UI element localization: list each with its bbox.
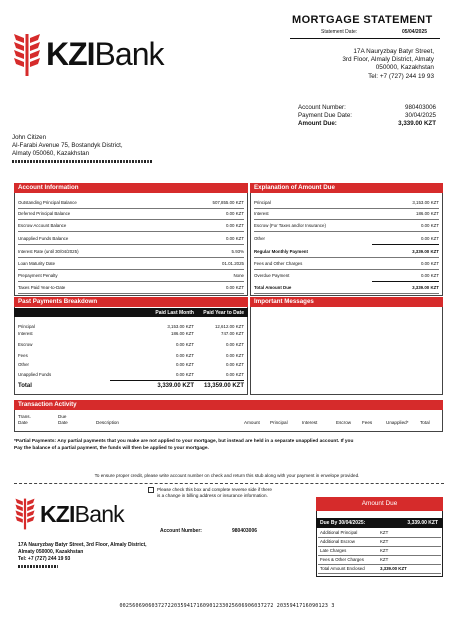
stub-amount-value: KZT xyxy=(380,557,389,562)
row-divider xyxy=(254,219,439,220)
customer-block xyxy=(12,134,123,157)
explanation-value: 3,339.00 KZT xyxy=(412,249,439,254)
customer-address-2: Almaty 050060, Kazakhstan xyxy=(12,149,90,157)
past-payment-ytd: 12,612.00 KZT xyxy=(214,324,244,329)
logo-bank: Bank xyxy=(94,36,164,72)
stub-amount-label: Total Amount Enclosed xyxy=(320,566,365,571)
row-divider xyxy=(18,293,244,294)
past-payment-label: Fees xyxy=(18,353,28,358)
row-divider xyxy=(318,546,441,547)
wheat-ear-icon xyxy=(14,497,36,531)
explanation-label: Fees and Other Charges xyxy=(254,261,303,266)
amount-due-box-header: Amount Due xyxy=(316,497,443,511)
past-payment-label: Interest xyxy=(18,331,33,336)
row-divider xyxy=(18,231,244,232)
past-payment-last: 186.00 KZT xyxy=(171,331,194,336)
past-payment-last: 0.00 KZT xyxy=(175,353,194,358)
explanation-label: Escrow (For Taxes and/or Insurance) xyxy=(254,223,326,228)
account-info-value: 5.93% xyxy=(231,249,244,254)
amount-due-label: Amount Due: xyxy=(298,119,337,127)
payment-due-date: 30/04/2025 xyxy=(405,111,436,119)
stub-bank-logo: KZIBank xyxy=(40,501,124,527)
logo-kzi: KZI xyxy=(46,36,95,72)
row-divider xyxy=(318,537,441,538)
explanation-value: 0.00 KZT xyxy=(420,223,439,228)
past-payments-header: Past Payments Breakdown xyxy=(14,297,248,307)
account-info-value: 0.00 KZT xyxy=(225,236,244,241)
past-payment-last: 0.00 KZT xyxy=(175,342,194,347)
due-by-label: Due By 30/04/2025: xyxy=(320,520,366,526)
row-divider xyxy=(254,257,439,258)
past-payment-last: 0.00 KZT xyxy=(175,372,194,377)
stub-instruction: To ensure proper credit, please write account number on check and return this stub along with your payment in envelope provided. xyxy=(94,473,360,478)
row-divider xyxy=(318,555,441,556)
wheat-ear-icon xyxy=(12,32,42,78)
due-by-value: 3,339.00 KZT xyxy=(407,520,438,526)
stub-amount-label: Fees & Other Charges xyxy=(320,557,364,562)
stub-amount-value: KZT xyxy=(380,530,389,535)
col-trans-date: Trans. Date xyxy=(18,414,31,425)
stub-amount-label: Additional Principal xyxy=(320,530,358,535)
explanation-value: 3,339.00 KZT xyxy=(412,285,439,290)
explanation-value: 186.00 KZT xyxy=(416,211,439,216)
col-due-date: Due Date xyxy=(58,414,68,425)
stub-amount-value: KZT xyxy=(380,539,389,544)
past-payment-label: Principal xyxy=(18,324,35,329)
row-divider xyxy=(18,281,244,282)
row-divider xyxy=(372,244,439,245)
statement-title: MORTGAGE STATEMENT xyxy=(292,14,433,26)
account-info-value: 0.00 KZT xyxy=(225,223,244,228)
explanation-label: Other xyxy=(254,236,265,241)
past-payment-label: Unapplied Funds xyxy=(18,372,52,377)
bank-address: 17A Nauryzbay Batyr Street, 3rd Floor, Almaly District, Almaty 050000, Kazakhstan Tel: +7 (727) 244 19 93 xyxy=(342,48,434,80)
explanation-label: Total Amount Due xyxy=(254,285,292,290)
stub-amount-label: Additional Escrow xyxy=(320,539,355,544)
account-info-label: Unapplied Funds Balance xyxy=(18,236,69,241)
col-escrow: Escrow xyxy=(336,420,352,425)
account-info-label: Outstanding Principal Balance xyxy=(18,200,77,205)
past-total-last: 3,339.00 KZT xyxy=(157,383,194,389)
col-fees: Fees xyxy=(362,420,373,425)
stub-account-number-label: Account Number: xyxy=(160,528,202,534)
row-divider xyxy=(254,231,439,232)
past-payment-ytd: 0.00 KZT xyxy=(225,342,244,347)
account-info-value: None xyxy=(233,273,244,278)
col-total: Total xyxy=(420,420,430,425)
stub-amount-value: KZT xyxy=(380,548,389,553)
explanation-label: Overdue Payment xyxy=(254,273,290,278)
row-divider xyxy=(254,269,439,270)
col-amount: Amount xyxy=(244,420,260,425)
past-payment-ytd: 0.00 KZT xyxy=(225,362,244,367)
stub-bank-address: 17A Nauryzbay Batyr Street, 3rd Floor, Almaly District, Almaty 050000, Kazakhstan Tel: +7 (727) 244 19 93 xyxy=(18,542,147,562)
account-number: 980403006 xyxy=(405,104,436,111)
barcode-redaction xyxy=(12,160,152,163)
micr-line: 002560690603727220359417160901233025606906037272 2035941716090123 3 xyxy=(119,603,335,609)
address-change-checkbox[interactable] xyxy=(148,487,154,493)
explanation-label: Regular Monthly Payment xyxy=(254,249,308,254)
past-payment-last: 0.00 KZT xyxy=(175,362,194,367)
past-payment-label: Other xyxy=(18,362,29,367)
past-payment-ytd: 0.00 KZT xyxy=(225,372,244,377)
past-payment-ytd: 0.00 KZT xyxy=(225,353,244,358)
account-information-header: Account Information xyxy=(14,183,248,193)
tear-line xyxy=(14,483,444,484)
account-info-value: 0.00 KZT xyxy=(225,285,244,290)
account-info-value: 507,855.00 KZT xyxy=(212,200,244,205)
row-divider xyxy=(318,573,441,574)
col-paid-last-month: Paid Last Month xyxy=(155,310,194,316)
stub-amount-label: Late Charges xyxy=(320,548,347,553)
row-divider xyxy=(254,293,439,294)
stub-redaction xyxy=(18,565,58,568)
past-payment-ytd: 747.00 KZT xyxy=(221,331,244,336)
partial-payments-note: *Partial Payments: Any partial payments that you make are not applied to your mortgage, but instead are held in a separate unapplied account. If you Pay the balance of a partial payment, the funds will then be applied to your mortgage. xyxy=(14,439,354,451)
past-total-label: Total xyxy=(18,383,32,389)
past-payment-last: 3,153.00 KZT xyxy=(167,324,194,329)
explanation-value: 0.00 KZT xyxy=(420,261,439,266)
account-info-label: Escrow Account Balance xyxy=(18,223,67,228)
address-change-note: Please check this box and complete reverse side if there is a change in billing address or insurance information. xyxy=(157,487,272,498)
statement-date: 05/04/2025 xyxy=(402,29,428,35)
transaction-activity-header: Transaction Activity xyxy=(14,400,443,410)
account-number-label: Account Number: xyxy=(298,104,346,111)
explanation-label: Principal xyxy=(254,200,271,205)
important-messages-panel xyxy=(250,297,443,395)
customer-address-1: Al-Farabi Avenue 75, Bostandyk District, xyxy=(12,141,123,149)
row-divider xyxy=(254,208,439,209)
account-info-label: Deferred Principal Balance xyxy=(18,211,71,216)
past-payment-label: Escrow xyxy=(18,342,33,347)
statement-date-label: Statement Date: xyxy=(321,29,358,35)
account-info-value: 0.00 KZT xyxy=(225,211,244,216)
col-principal: Principal xyxy=(270,420,288,425)
col-interest: Interest xyxy=(302,420,318,425)
customer-name: John Citizen xyxy=(12,134,47,141)
stub-account-number: 980403006 xyxy=(232,528,258,534)
col-unapplied: Unapplied* xyxy=(386,420,409,425)
amount-due: 3,339.00 KZT xyxy=(398,119,436,127)
account-summary xyxy=(298,104,352,127)
payment-due-label: Payment Due Date: xyxy=(298,111,352,119)
row-divider xyxy=(18,244,244,245)
row-divider xyxy=(18,208,244,209)
stub-amount-value: 3,339.00 KZT xyxy=(380,566,407,571)
important-messages-header: Important Messages xyxy=(250,297,443,307)
row-divider xyxy=(372,281,439,282)
account-info-label: Loan Maturity Date xyxy=(18,261,56,266)
explanation-value: 0.00 KZT xyxy=(420,236,439,241)
col-paid-ytd: Paid Year to Date xyxy=(203,310,244,316)
past-total-ytd: 13,359.00 KZT xyxy=(203,383,244,389)
bank-logo xyxy=(46,37,163,71)
account-info-label: Taxes Paid Year-to-Date xyxy=(18,285,66,290)
col-description: Description xyxy=(96,420,119,425)
account-info-label: Prepayment Penalty xyxy=(18,273,58,278)
row-divider xyxy=(18,269,244,270)
explanation-value: 0.00 KZT xyxy=(420,273,439,278)
row-divider xyxy=(18,219,244,220)
explanation-value: 3,153.00 KZT xyxy=(412,200,439,205)
explanation-label: Interest xyxy=(254,211,269,216)
row-divider xyxy=(318,564,441,565)
row-divider xyxy=(18,257,244,258)
account-info-value: 01.01.2025 xyxy=(222,261,244,266)
explanation-header: Explanation of Amount Due xyxy=(250,183,443,193)
account-info-label: Interest Rate (until 30/04/2025) xyxy=(18,249,79,254)
